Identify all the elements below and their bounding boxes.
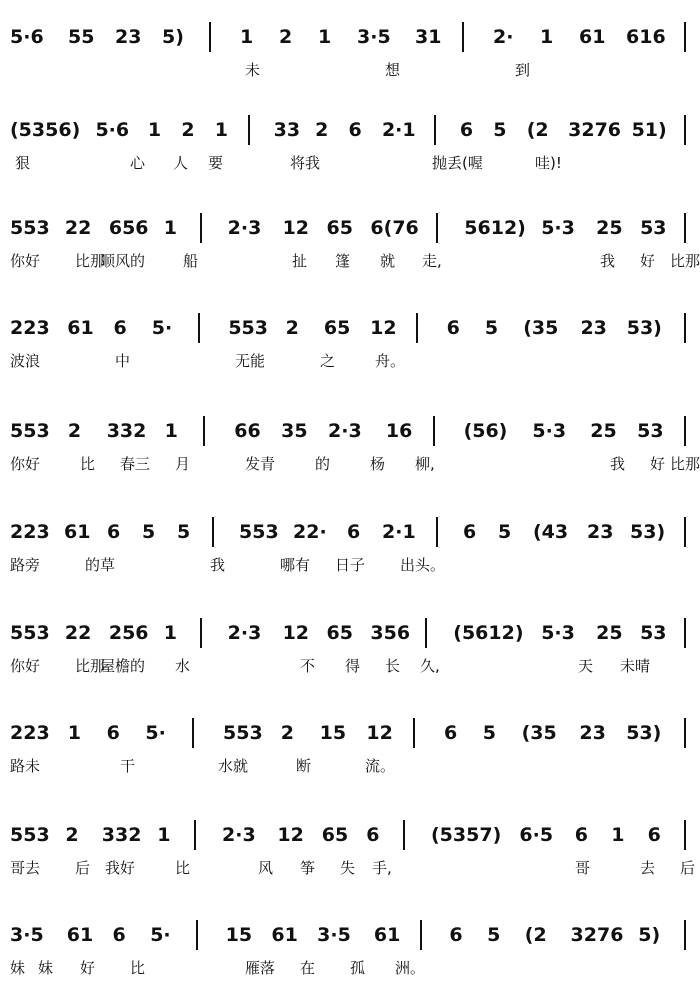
notation-row [0, 509, 700, 549]
note-group: 5·3 [541, 622, 575, 644]
score-system [0, 812, 700, 877]
note-group: 1 [67, 722, 82, 744]
lyric-word: 我 [210, 556, 226, 574]
lyric-word: 久, [420, 657, 440, 675]
note-group: 6 [647, 824, 661, 846]
barline [212, 517, 214, 547]
note-group: 356 [370, 622, 411, 644]
lyric-word: 孤 [350, 959, 366, 977]
note-group: 5·6 [10, 26, 44, 48]
note-group: 23 [587, 521, 614, 543]
note-group: 6(76 [370, 217, 419, 239]
note-group: 61 [579, 26, 606, 48]
lyric-word: 长 [385, 657, 401, 675]
score-system [0, 509, 700, 574]
lyric-word: 断 [296, 757, 312, 775]
lyric-word: 得 [345, 657, 361, 675]
lyric-row [0, 252, 700, 272]
note-group: 6 [446, 317, 460, 339]
notation-row [0, 710, 700, 750]
note-group: 22 [64, 217, 92, 239]
lyric-word: 之 [320, 352, 336, 370]
note-group: 5· [150, 924, 171, 946]
note-group: 553 [239, 521, 279, 543]
note-group: 5· [145, 722, 166, 744]
note-group: 66 [234, 420, 261, 442]
barline [684, 22, 686, 52]
note-group: 656 [108, 217, 149, 239]
note-group: 2 [67, 420, 82, 442]
lyric-word: 比那 [670, 455, 700, 473]
lyric-word: 流。 [365, 757, 396, 775]
lyric-word: 路旁 [10, 556, 41, 574]
note-group: 5 [493, 119, 507, 141]
lyric-word: 月 [175, 455, 191, 473]
note-group: 5 [487, 924, 501, 946]
note-group: 2· [493, 26, 514, 48]
note-group: 2·3 [222, 824, 256, 846]
lyric-word: 狠 [15, 154, 31, 172]
note-group: 553 [228, 317, 268, 339]
notation-row [0, 14, 700, 54]
lyric-word: 我 [600, 252, 616, 270]
barline [194, 820, 196, 850]
barline [420, 920, 422, 950]
barline [434, 115, 436, 145]
lyric-word: 无能 [235, 352, 266, 370]
lyric-word: 走, [422, 252, 442, 270]
lyric-word: 妹 [38, 959, 54, 977]
lyric-word: 将我 [290, 154, 321, 172]
score-system [0, 610, 700, 675]
lyric-word: 到 [515, 61, 531, 79]
note-group: 2 [65, 824, 79, 846]
note-group: 16 [385, 420, 413, 442]
lyric-row [0, 757, 700, 777]
note-group: 65 [323, 317, 351, 339]
note-group: 332 [106, 420, 147, 442]
barline [684, 718, 686, 748]
lyric-word: 路未 [10, 757, 41, 775]
note-group: (56) [463, 420, 508, 442]
note-group: 2·1 [381, 119, 416, 141]
note-group: 3276 [568, 119, 622, 141]
lyric-word: 发青 [245, 455, 276, 473]
lyric-word: 我好 [105, 859, 136, 877]
barline [684, 313, 686, 343]
lyric-row [0, 154, 700, 174]
note-group: 61 [271, 924, 298, 946]
note-group: 6 [347, 521, 361, 543]
note-group: 15 [319, 722, 347, 744]
note-group: (2 [526, 119, 549, 141]
note-group: 332 [101, 824, 142, 846]
note-group: 23 [579, 722, 606, 744]
barline [684, 416, 686, 446]
lyric-word: 好 [640, 252, 656, 270]
lyric-word: 波浪 [10, 352, 41, 370]
note-group: 15 [225, 924, 253, 946]
note-group: 2·3 [227, 622, 262, 644]
notation-row [0, 610, 700, 650]
note-group: 5 [484, 317, 499, 339]
note-group: 223 [10, 722, 50, 744]
note-group: 223 [10, 317, 50, 339]
barline [684, 213, 686, 243]
barline [684, 618, 686, 648]
note-group: 1 [318, 26, 332, 48]
note-group: 61 [64, 521, 91, 543]
barline [196, 920, 198, 950]
lyric-word: 妹 [10, 959, 26, 977]
note-group: 256 [108, 622, 149, 644]
lyric-word: 扯 [292, 252, 308, 270]
note-group: 1 [540, 26, 554, 48]
score-system [0, 107, 700, 172]
notation-row [0, 107, 700, 147]
notation-row [0, 408, 700, 448]
note-group: 5612) [464, 217, 526, 239]
note-group: 1 [163, 217, 178, 239]
lyric-word: 杨 [370, 455, 386, 473]
lyric-word: 水就 [218, 757, 249, 775]
note-group: 65 [326, 217, 353, 239]
lyric-word: 比 [80, 455, 96, 473]
note-group: 553 [10, 217, 50, 239]
note-group: 553 [223, 722, 263, 744]
note-group: 2 [315, 119, 329, 141]
note-group: 12 [370, 317, 397, 339]
barline [198, 313, 200, 343]
note-group: 2 [279, 26, 293, 48]
barline [684, 517, 686, 547]
lyric-word: 哪有 [280, 556, 311, 574]
note-group: 53) [626, 722, 662, 744]
note-group: 6 [112, 924, 126, 946]
note-group: 1 [147, 119, 162, 141]
notation-row [0, 912, 700, 952]
lyric-word: 手, [372, 859, 392, 877]
barline [209, 22, 211, 52]
lyric-word: 好 [80, 959, 96, 977]
note-group: 6 [463, 521, 477, 543]
lyric-word: 我 [610, 455, 626, 473]
note-group: 6 [444, 722, 458, 744]
note-group: 6 [107, 521, 121, 543]
barline [192, 718, 194, 748]
note-group: 5 [482, 722, 497, 744]
barline [203, 416, 205, 446]
note-group: (5357) [431, 824, 502, 846]
note-group: 553 [10, 622, 50, 644]
note-group: (5612) [453, 622, 524, 644]
note-group: 6 [459, 119, 474, 141]
note-group: 1 [164, 420, 178, 442]
note-group: 12 [282, 622, 310, 644]
lyric-word: 日子 [335, 556, 366, 574]
note-group: 6 [449, 924, 463, 946]
notation-row [0, 812, 700, 852]
note-group: 2 [181, 119, 195, 141]
note-group: 1 [611, 824, 625, 846]
note-group: 553 [10, 420, 50, 442]
note-group: (35 [521, 722, 557, 744]
note-group: 53 [640, 217, 667, 239]
barline [248, 115, 250, 145]
note-group: 33 [273, 119, 301, 141]
note-group: 223 [10, 521, 50, 543]
lyric-word: 比 [130, 959, 146, 977]
note-group: 65 [321, 824, 349, 846]
note-group: (5356) [10, 119, 81, 141]
lyric-word: 哇)! [535, 154, 562, 172]
lyric-word: 你好 [10, 657, 41, 675]
lyric-word: 失 [340, 859, 356, 877]
note-group: 2 [280, 722, 295, 744]
lyric-word: 抛丢(喔 [432, 154, 483, 172]
note-group: 6·5 [519, 824, 554, 846]
note-group: 53) [630, 521, 666, 543]
note-group: 2 [285, 317, 299, 339]
barline [425, 618, 427, 648]
note-group: 6 [113, 317, 127, 339]
note-group: 25 [596, 217, 623, 239]
note-group: 1 [163, 622, 178, 644]
note-group: 6 [574, 824, 589, 846]
lyric-word: 不 [300, 657, 316, 675]
note-group: 61 [67, 317, 94, 339]
barline [413, 718, 415, 748]
lyric-word: 好 [650, 455, 666, 473]
note-group: 5·3 [532, 420, 567, 442]
lyric-word: 中 [115, 352, 131, 370]
note-group: 2·3 [328, 420, 362, 442]
lyric-word: 人 [173, 154, 189, 172]
lyric-word: 的 [315, 455, 331, 473]
note-group: 5 [498, 521, 512, 543]
note-group: 1 [157, 824, 171, 846]
note-group: 25 [590, 420, 617, 442]
lyric-word: 比那 [75, 252, 106, 270]
barline [200, 213, 202, 243]
note-group: 12 [277, 824, 304, 846]
score-system [0, 710, 700, 775]
lyric-word: 未 [245, 61, 261, 79]
barline [416, 313, 418, 343]
note-group: 31 [415, 26, 442, 48]
lyric-row [0, 556, 700, 576]
lyric-word: 比那 [670, 252, 700, 270]
lyric-word: 要 [208, 154, 224, 172]
note-group: 2·1 [382, 521, 416, 543]
barline [200, 618, 202, 648]
lyric-word: 哥去 [10, 859, 41, 877]
note-group: 5· [151, 317, 173, 339]
lyric-word: 就 [380, 252, 396, 270]
lyric-word: 想 [385, 61, 401, 79]
lyric-word: 后 [680, 859, 696, 877]
note-group: 1 [240, 26, 254, 48]
barline [684, 920, 686, 950]
lyric-word: 比那 [75, 657, 106, 675]
barline [684, 820, 686, 850]
note-group: 553 [10, 824, 50, 846]
note-group: 12 [282, 217, 310, 239]
lyric-row [0, 657, 700, 677]
score-system [0, 408, 700, 473]
notation-row [0, 305, 700, 345]
note-group: 65 [326, 622, 353, 644]
note-group: 5) [162, 26, 184, 48]
lyric-word: 船 [183, 252, 199, 270]
note-group: 6 [366, 824, 380, 846]
lyric-word: 干 [120, 757, 136, 775]
barline [436, 213, 438, 243]
score-system [0, 305, 700, 370]
note-group: 23 [580, 317, 607, 339]
note-group: 5 [142, 521, 156, 543]
barline [433, 416, 435, 446]
note-group: 3·5 [10, 924, 44, 946]
note-group: 5·3 [541, 217, 575, 239]
lyric-word: 你好 [10, 252, 41, 270]
lyric-word: 在 [300, 959, 316, 977]
note-group: 25 [596, 622, 623, 644]
note-group: 5) [638, 924, 661, 946]
lyric-word: 心 [130, 154, 146, 172]
note-group: 6 [106, 722, 120, 744]
note-group: 5·6 [95, 119, 130, 141]
note-group: 53 [637, 420, 664, 442]
note-group: (2 [524, 924, 547, 946]
barline [462, 22, 464, 52]
score-system [0, 205, 700, 270]
lyric-word: 哥 [575, 859, 591, 877]
lyric-word: 筝 [300, 859, 316, 877]
lyric-word: 篷 [335, 252, 351, 270]
barline [436, 517, 438, 547]
lyric-row [0, 455, 700, 475]
note-group: 53) [626, 317, 662, 339]
lyric-word: 你好 [10, 455, 41, 473]
note-group: 1 [214, 119, 228, 141]
note-group: 22 [64, 622, 92, 644]
lyric-word: 后 [75, 859, 91, 877]
lyric-word: 雁落 [245, 959, 276, 977]
lyric-word: 去 [640, 859, 656, 877]
lyric-word: 水 [175, 657, 191, 675]
note-group: 616 [626, 26, 666, 48]
note-group: 3276 [570, 924, 624, 946]
lyric-word: 春三 [120, 455, 151, 473]
lyric-row [0, 859, 700, 879]
lyric-word: 天 [578, 657, 594, 675]
note-group: 23 [115, 26, 142, 48]
lyric-word: 出头。 [400, 556, 446, 574]
lyric-row [0, 61, 700, 81]
notation-row [0, 205, 700, 245]
note-group: 55 [68, 26, 95, 48]
score-system [0, 14, 700, 79]
barline [684, 115, 686, 145]
lyric-row [0, 959, 700, 979]
note-group: 22· [293, 521, 327, 543]
note-group: 51) [631, 119, 667, 141]
note-group: 61 [373, 924, 401, 946]
lyric-word: 柳, [415, 455, 435, 473]
note-group: (35 [523, 317, 559, 339]
lyric-word: 洲。 [395, 959, 426, 977]
note-group: 3·5 [357, 26, 391, 48]
lyric-word: 未晴 [620, 657, 651, 675]
lyric-word: 比 [175, 859, 191, 877]
lyric-word: 舟。 [375, 352, 406, 370]
lyric-word: 顺风的 [100, 252, 146, 270]
note-group: 6 [348, 119, 362, 141]
note-group: 12 [366, 722, 393, 744]
note-group: 53 [640, 622, 667, 644]
note-group: 5 [177, 521, 191, 543]
lyric-word: 屋檐的 [100, 657, 146, 675]
score-system [0, 912, 700, 977]
lyric-row [0, 352, 700, 372]
note-group: 2·3 [227, 217, 262, 239]
note-group: 3·5 [317, 924, 351, 946]
lyric-word: 的草 [85, 556, 116, 574]
note-group: (43 [533, 521, 569, 543]
barline [403, 820, 405, 850]
note-group: 35 [281, 420, 308, 442]
note-group: 61 [66, 924, 94, 946]
lyric-word: 风 [258, 859, 274, 877]
